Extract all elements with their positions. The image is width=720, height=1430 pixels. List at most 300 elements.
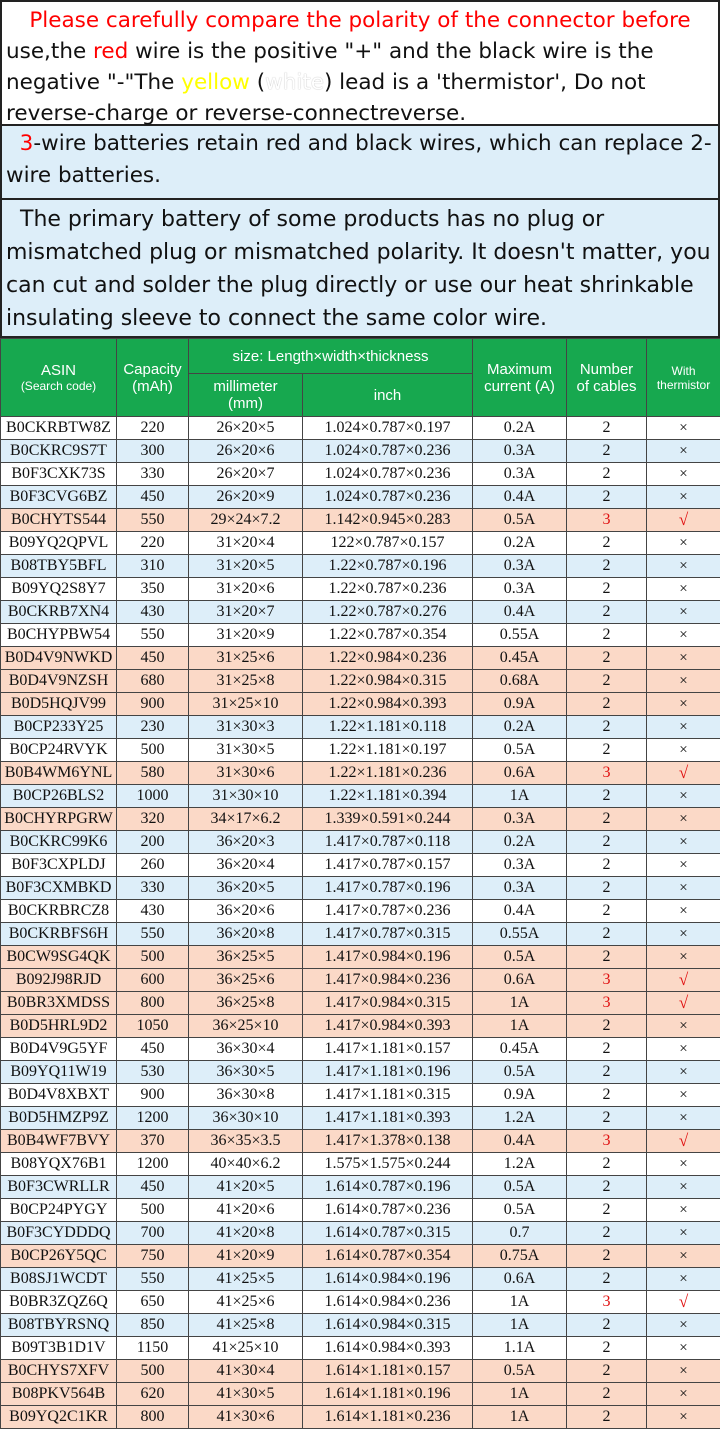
cables-cell: 2 [567,1038,647,1061]
asin-cell: B0CKRC99K6 [1,831,117,854]
table-row [1,785,720,808]
thermistor-cell: × [647,1245,720,1268]
size-mm-cell: 41×25×6 [189,1291,303,1314]
table-row [1,1360,720,1383]
size-mm-cell: 36×20×4 [189,854,303,877]
asin-cell: B08YQX76B1 [1,1153,117,1176]
cables-cell: 2 [567,1107,647,1130]
thermistor-cell: × [647,1015,720,1038]
max-current-cell: 0.55A [473,923,567,946]
cables-cell: 3 [567,509,647,532]
thermistor-cell: × [647,1222,720,1245]
size-inch-cell: 1.614×0.787×0.315 [303,1222,473,1245]
capacity-header-unit: (mAh) [132,377,173,395]
battery-spec-table [0,338,720,1429]
capacity-cell: 550 [117,624,189,647]
max-current-cell: 1.1A [473,1337,567,1360]
thermistor-cell: × [647,1176,720,1199]
cables-cell: 2 [567,808,647,831]
cables-cell: 2 [567,1383,647,1406]
size-mm-cell: 41×30×6 [189,1406,303,1429]
asin-cell: B0D5HQJV99 [1,693,117,716]
size-inch-cell: 1.22×1.181×0.118 [303,716,473,739]
capacity-cell: 350 [117,578,189,601]
cables-cell: 2 [567,532,647,555]
warning-part: wire is the positive "+" and the black wire is the negative "-"The [6,39,654,95]
thermistor-cell: × [647,440,720,463]
size-mm-cell: 31×20×9 [189,624,303,647]
table-row [1,647,720,670]
table-row [1,1107,720,1130]
size-inch-cell: 1.22×0.787×0.354 [303,624,473,647]
table-row [1,1383,720,1406]
size-mm-cell: 36×25×6 [189,969,303,992]
table-row [1,739,720,762]
asin-cell: B0CKRC9S7T [1,440,117,463]
size-inch-cell: 1.417×0.787×0.157 [303,854,473,877]
cables-cell: 2 [567,1061,647,1084]
thermistor-cell: × [647,716,720,739]
asin-cell: B08TBYRSNQ [1,1314,117,1337]
asin-cell: B0CKRBFS6H [1,923,117,946]
size-inch-cell: 1.417×0.787×0.118 [303,831,473,854]
size-mm-cell: 41×25×8 [189,1314,303,1337]
asin-cell: B0B4WM6YNL [1,762,117,785]
mm-header-label: millimeter [213,378,278,395]
capacity-cell: 620 [117,1383,189,1406]
thermistor-cell: × [647,1268,720,1291]
size-inch-cell: 1.22×1.181×0.394 [303,785,473,808]
asin-cell: B0F3CYDDDQ [1,1222,117,1245]
max-current-cell: 0.2A [473,417,567,440]
max-current-cell: 1A [473,1291,567,1314]
thermistor-cell: × [647,1314,720,1337]
table-row [1,831,720,854]
size-inch-cell: 1.614×0.787×0.196 [303,1176,473,1199]
capacity-header-label: Capacity [123,360,182,378]
size-inch-cell: 1.024×0.787×0.236 [303,486,473,509]
size-mm-cell: 41×20×6 [189,1199,303,1222]
max-current-cell: 0.5A [473,1199,567,1222]
cables-cell: 2 [567,486,647,509]
max-current-cell: 0.2A [473,831,567,854]
max-current-cell: 0.68A [473,670,567,693]
cables-cell: 2 [567,854,647,877]
max-current-header-label: Maximum [487,360,553,378]
asin-cell: B092J98RJD [1,969,117,992]
size-header: size: Length×width×thickness [189,339,473,374]
capacity-cell: 430 [117,601,189,624]
table-row [1,486,720,509]
size-inch-cell: 1.22×1.181×0.236 [303,762,473,785]
asin-cell: B08TBY5BFL [1,555,117,578]
size-mm-cell: 36×30×5 [189,1061,303,1084]
asin-cell: B0D5HMZP9Z [1,1107,117,1130]
max-current-cell: 0.3A [473,440,567,463]
size-mm-cell: 36×30×8 [189,1084,303,1107]
cables-cell: 2 [567,647,647,670]
cables-cell: 2 [567,923,647,946]
asin-cell: B0CKRBRCZ8 [1,900,117,923]
size-inch-cell: 1.614×0.984×0.196 [303,1268,473,1291]
size-mm-cell: 41×30×5 [189,1383,303,1406]
capacity-cell: 850 [117,1314,189,1337]
three-wire-note [0,126,720,200]
capacity-cell: 430 [117,900,189,923]
polarity-warning-text [6,39,654,126]
cables-cell: 2 [567,1153,647,1176]
asin-cell: B0CHYS7XFV [1,1360,117,1383]
max-current-cell: 0.45A [473,1038,567,1061]
table-row [1,1061,720,1084]
capacity-cell: 230 [117,716,189,739]
max-current-cell: 0.4A [473,601,567,624]
table-body [1,417,720,1429]
asin-cell: B0CKRBTW8Z [1,417,117,440]
thermistor-cell: × [647,946,720,969]
max-current-cell: 0.9A [473,693,567,716]
asin-cell: B0B4WF7BVY [1,1130,117,1153]
capacity-cell: 800 [117,992,189,1015]
table-row [1,417,720,440]
size-inch-cell: 1.614×0.984×0.393 [303,1337,473,1360]
size-mm-cell: 41×30×4 [189,1360,303,1383]
size-inch-cell: 1.417×0.984×0.315 [303,992,473,1015]
max-current-cell: 0.4A [473,900,567,923]
max-current-cell: 0.9A [473,1084,567,1107]
three-wire-text: -wire batteries retain red and black wires, which can replace 2-wire batteries. [6,131,712,188]
size-inch-cell: 1.417×1.181×0.315 [303,1084,473,1107]
thermistor-cell: × [647,831,720,854]
thermistor-cell: × [647,1084,720,1107]
capacity-cell: 900 [117,693,189,716]
max-current-cell: 1.2A [473,1107,567,1130]
thermistor-header [647,339,720,417]
size-mm-cell: 26×20×6 [189,440,303,463]
size-mm-cell: 36×25×10 [189,1015,303,1038]
notes-section [0,0,720,338]
size-inch-cell: 1.417×0.787×0.196 [303,877,473,900]
table-row [1,1199,720,1222]
thermistor-cell: × [647,532,720,555]
cables-cell: 3 [567,969,647,992]
table-row [1,808,720,831]
size-inch-cell: 1.614×1.181×0.157 [303,1360,473,1383]
asin-cell: B0F3CVG6BZ [1,486,117,509]
cables-cell: 2 [567,739,647,762]
thermistor-cell: × [647,1360,720,1383]
thermistor-cell: × [647,1038,720,1061]
capacity-cell: 320 [117,808,189,831]
capacity-cell: 650 [117,1291,189,1314]
table-row [1,923,720,946]
capacity-cell: 1000 [117,785,189,808]
capacity-cell: 500 [117,739,189,762]
capacity-cell: 200 [117,831,189,854]
white-word: white [265,70,324,95]
size-mm-cell: 31×30×3 [189,716,303,739]
max-current-cell: 0.5A [473,509,567,532]
table-row [1,555,720,578]
thermistor-cell: × [647,785,720,808]
asin-cell: B09YQ2S8Y7 [1,578,117,601]
max-current-cell: 0.5A [473,1360,567,1383]
asin-cell: B0D5HRL9D2 [1,1015,117,1038]
max-current-cell: 0.75A [473,1245,567,1268]
cables-cell: 2 [567,670,647,693]
capacity-cell: 450 [117,1176,189,1199]
size-inch-cell: 1.22×0.984×0.393 [303,693,473,716]
table-row [1,1245,720,1268]
max-current-cell: 0.5A [473,1176,567,1199]
asin-cell: B08PKV564B [1,1383,117,1406]
cables-header [567,339,647,417]
max-current-cell: 0.3A [473,578,567,601]
table-row [1,762,720,785]
asin-cell: B0CP24PYGY [1,1199,117,1222]
cables-cell: 2 [567,1314,647,1337]
cables-header-label: Number [579,360,634,378]
thermistor-cell: √ [647,762,720,785]
capacity-cell: 550 [117,1268,189,1291]
capacity-cell: 1150 [117,1337,189,1360]
size-inch-cell: 1.614×0.984×0.315 [303,1314,473,1337]
max-current-cell: 1A [473,1015,567,1038]
inch-header: inch [303,374,473,417]
asin-cell: B0D4V8XBXT [1,1084,117,1107]
cables-cell: 2 [567,946,647,969]
max-current-cell: 0.5A [473,739,567,762]
size-mm-cell: 36×30×4 [189,1038,303,1061]
size-mm-cell: 36×20×8 [189,923,303,946]
cables-cell: 2 [567,1245,647,1268]
capacity-cell: 330 [117,463,189,486]
asin-cell: B0D4V9NWKD [1,647,117,670]
cables-cell: 2 [567,1268,647,1291]
table-row [1,463,720,486]
cables-cell: 2 [567,1222,647,1245]
thermistor-cell: × [647,854,720,877]
capacity-cell: 450 [117,647,189,670]
cables-cell: 2 [567,624,647,647]
thermistor-cell: √ [647,1291,720,1314]
thermistor-cell: × [647,1061,720,1084]
capacity-cell: 580 [117,762,189,785]
asin-header-sub: (Search code) [20,379,97,393]
table-row [1,1291,720,1314]
size-inch-cell: 1.417×0.787×0.315 [303,923,473,946]
size-mm-cell: 36×20×6 [189,900,303,923]
capacity-cell: 1050 [117,1015,189,1038]
cables-cell: 2 [567,1176,647,1199]
size-mm-cell: 31×25×10 [189,693,303,716]
red-word: red [93,39,129,64]
table-row [1,1337,720,1360]
asin-cell: B0CP233Y25 [1,716,117,739]
max-current-cell: 0.5A [473,946,567,969]
size-inch-cell: 1.614×0.787×0.354 [303,1245,473,1268]
thermistor-cell: × [647,693,720,716]
table-row [1,992,720,1015]
size-mm-cell: 31×25×8 [189,670,303,693]
asin-cell: B09T3B1D1V [1,1337,117,1360]
thermistor-cell: × [647,1107,720,1130]
size-inch-cell: 1.614×1.181×0.236 [303,1406,473,1429]
max-current-cell: 0.6A [473,969,567,992]
max-current-cell: 1A [473,1406,567,1429]
size-inch-cell: 1.417×0.984×0.393 [303,1015,473,1038]
warning-part: use,the [6,39,94,64]
thermistor-cell: × [647,1153,720,1176]
max-current-cell: 1.2A [473,1153,567,1176]
thermistor-cell: × [647,1406,720,1429]
size-inch-cell: 1.22×0.984×0.315 [303,670,473,693]
capacity-cell: 500 [117,1360,189,1383]
thermistor-cell: × [647,624,720,647]
thermistor-cell: × [647,601,720,624]
table-row [1,900,720,923]
size-mm-cell: 26×20×9 [189,486,303,509]
mm-header [189,374,303,417]
size-mm-cell: 26×20×5 [189,417,303,440]
table-row [1,693,720,716]
size-mm-cell: 36×35×3.5 [189,1130,303,1153]
size-mm-cell: 41×25×10 [189,1337,303,1360]
max-current-cell: 1A [473,785,567,808]
cables-cell: 2 [567,417,647,440]
capacity-cell: 300 [117,440,189,463]
capacity-cell: 680 [117,670,189,693]
cables-cell: 2 [567,601,647,624]
thermistor-cell: × [647,578,720,601]
size-mm-cell: 31×30×5 [189,739,303,762]
max-current-cell: 1A [473,992,567,1015]
size-mm-cell: 36×25×8 [189,992,303,1015]
capacity-cell: 260 [117,854,189,877]
cables-cell: 2 [567,900,647,923]
size-inch-cell: 1.22×0.984×0.236 [303,647,473,670]
asin-cell: B0CP26Y5QC [1,1245,117,1268]
cables-cell: 2 [567,1084,647,1107]
asin-cell: B0CP24RVYK [1,739,117,762]
cables-header-sub: of cables [576,377,637,395]
table-header [1,339,720,417]
size-mm-cell: 31×20×4 [189,532,303,555]
size-inch-cell: 1.417×0.787×0.236 [303,900,473,923]
thermistor-cell: × [647,670,720,693]
size-inch-cell: 1.614×0.787×0.236 [303,1199,473,1222]
asin-cell: B0D4V9NZSH [1,670,117,693]
cables-cell: 3 [567,1291,647,1314]
cables-cell: 2 [567,1015,647,1038]
table-row [1,1222,720,1245]
capacity-cell: 550 [117,509,189,532]
cables-cell: 2 [567,785,647,808]
max-current-cell: 0.55A [473,624,567,647]
thermistor-cell: × [647,739,720,762]
asin-cell: B0BR3XMDSS [1,992,117,1015]
asin-cell: B0F3CXK73S [1,463,117,486]
table-row [1,532,720,555]
table-row [1,946,720,969]
asin-header [1,339,117,417]
thermistor-cell: × [647,900,720,923]
max-current-cell: 0.3A [473,463,567,486]
capacity-cell: 1200 [117,1107,189,1130]
thermistor-cell: × [647,463,720,486]
asin-cell: B0CKRB7XN4 [1,601,117,624]
table-row [1,1314,720,1337]
thermistor-cell: × [647,923,720,946]
asin-cell: B0CP26BLS2 [1,785,117,808]
capacity-cell: 310 [117,555,189,578]
size-mm-cell: 40×40×6.2 [189,1153,303,1176]
cables-cell: 2 [567,1406,647,1429]
thermistor-header-sub: thermistor [656,377,711,392]
max-current-cell: 1A [473,1314,567,1337]
max-current-cell: 0.3A [473,877,567,900]
size-inch-cell: 1.22×0.787×0.196 [303,555,473,578]
size-inch-cell: 1.024×0.787×0.236 [303,463,473,486]
table-row [1,1176,720,1199]
size-mm-cell: 31×25×6 [189,647,303,670]
thermistor-cell: × [647,555,720,578]
thermistor-cell: × [647,1337,720,1360]
max-current-cell: 0.3A [473,854,567,877]
table-row [1,440,720,463]
asin-header-label: ASIN [40,362,76,379]
thermistor-cell: × [647,647,720,670]
asin-cell: B09YQ11W19 [1,1061,117,1084]
table-row [1,624,720,647]
capacity-cell: 500 [117,946,189,969]
thermistor-cell: × [647,417,720,440]
size-mm-cell: 41×25×5 [189,1268,303,1291]
mm-header-unit: (mm) [228,395,263,412]
size-inch-cell: 1.417×1.181×0.157 [303,1038,473,1061]
asin-cell: B0D4V9G5YF [1,1038,117,1061]
asin-cell: B0F3CXPLDJ [1,854,117,877]
capacity-cell: 550 [117,923,189,946]
cables-cell: 3 [567,762,647,785]
asin-cell: B0CHYPBW54 [1,624,117,647]
size-mm-cell: 31×20×7 [189,601,303,624]
thermistor-cell: √ [647,1130,720,1153]
cables-cell: 2 [567,716,647,739]
size-inch-cell: 1.22×0.787×0.276 [303,601,473,624]
cables-cell: 2 [567,440,647,463]
cables-cell: 2 [567,831,647,854]
yellow-word: yellow [181,70,250,95]
thermistor-cell: √ [647,992,720,1015]
table-row [1,1153,720,1176]
plug-note-text: The primary battery of some products has no plug or mismatched plug or mismatched polarity. It doesn't matter, you can cut and solder the plug directly or use our heat shrinkable insulating sleeve to connect the same color wire. [6,207,711,331]
table-row [1,1015,720,1038]
thermistor-cell: √ [647,509,720,532]
max-current-cell: 0.6A [473,1268,567,1291]
capacity-cell: 700 [117,1222,189,1245]
cables-cell: 2 [567,555,647,578]
asin-cell: B09YQ2QPVL [1,532,117,555]
thermistor-header-label: With [671,363,696,378]
capacity-header [117,339,189,417]
size-inch-cell: 1.024×0.787×0.197 [303,417,473,440]
table-row [1,969,720,992]
thermistor-cell: × [647,1383,720,1406]
size-mm-cell: 36×20×5 [189,877,303,900]
thermistor-cell: × [647,877,720,900]
cables-cell: 2 [567,693,647,716]
